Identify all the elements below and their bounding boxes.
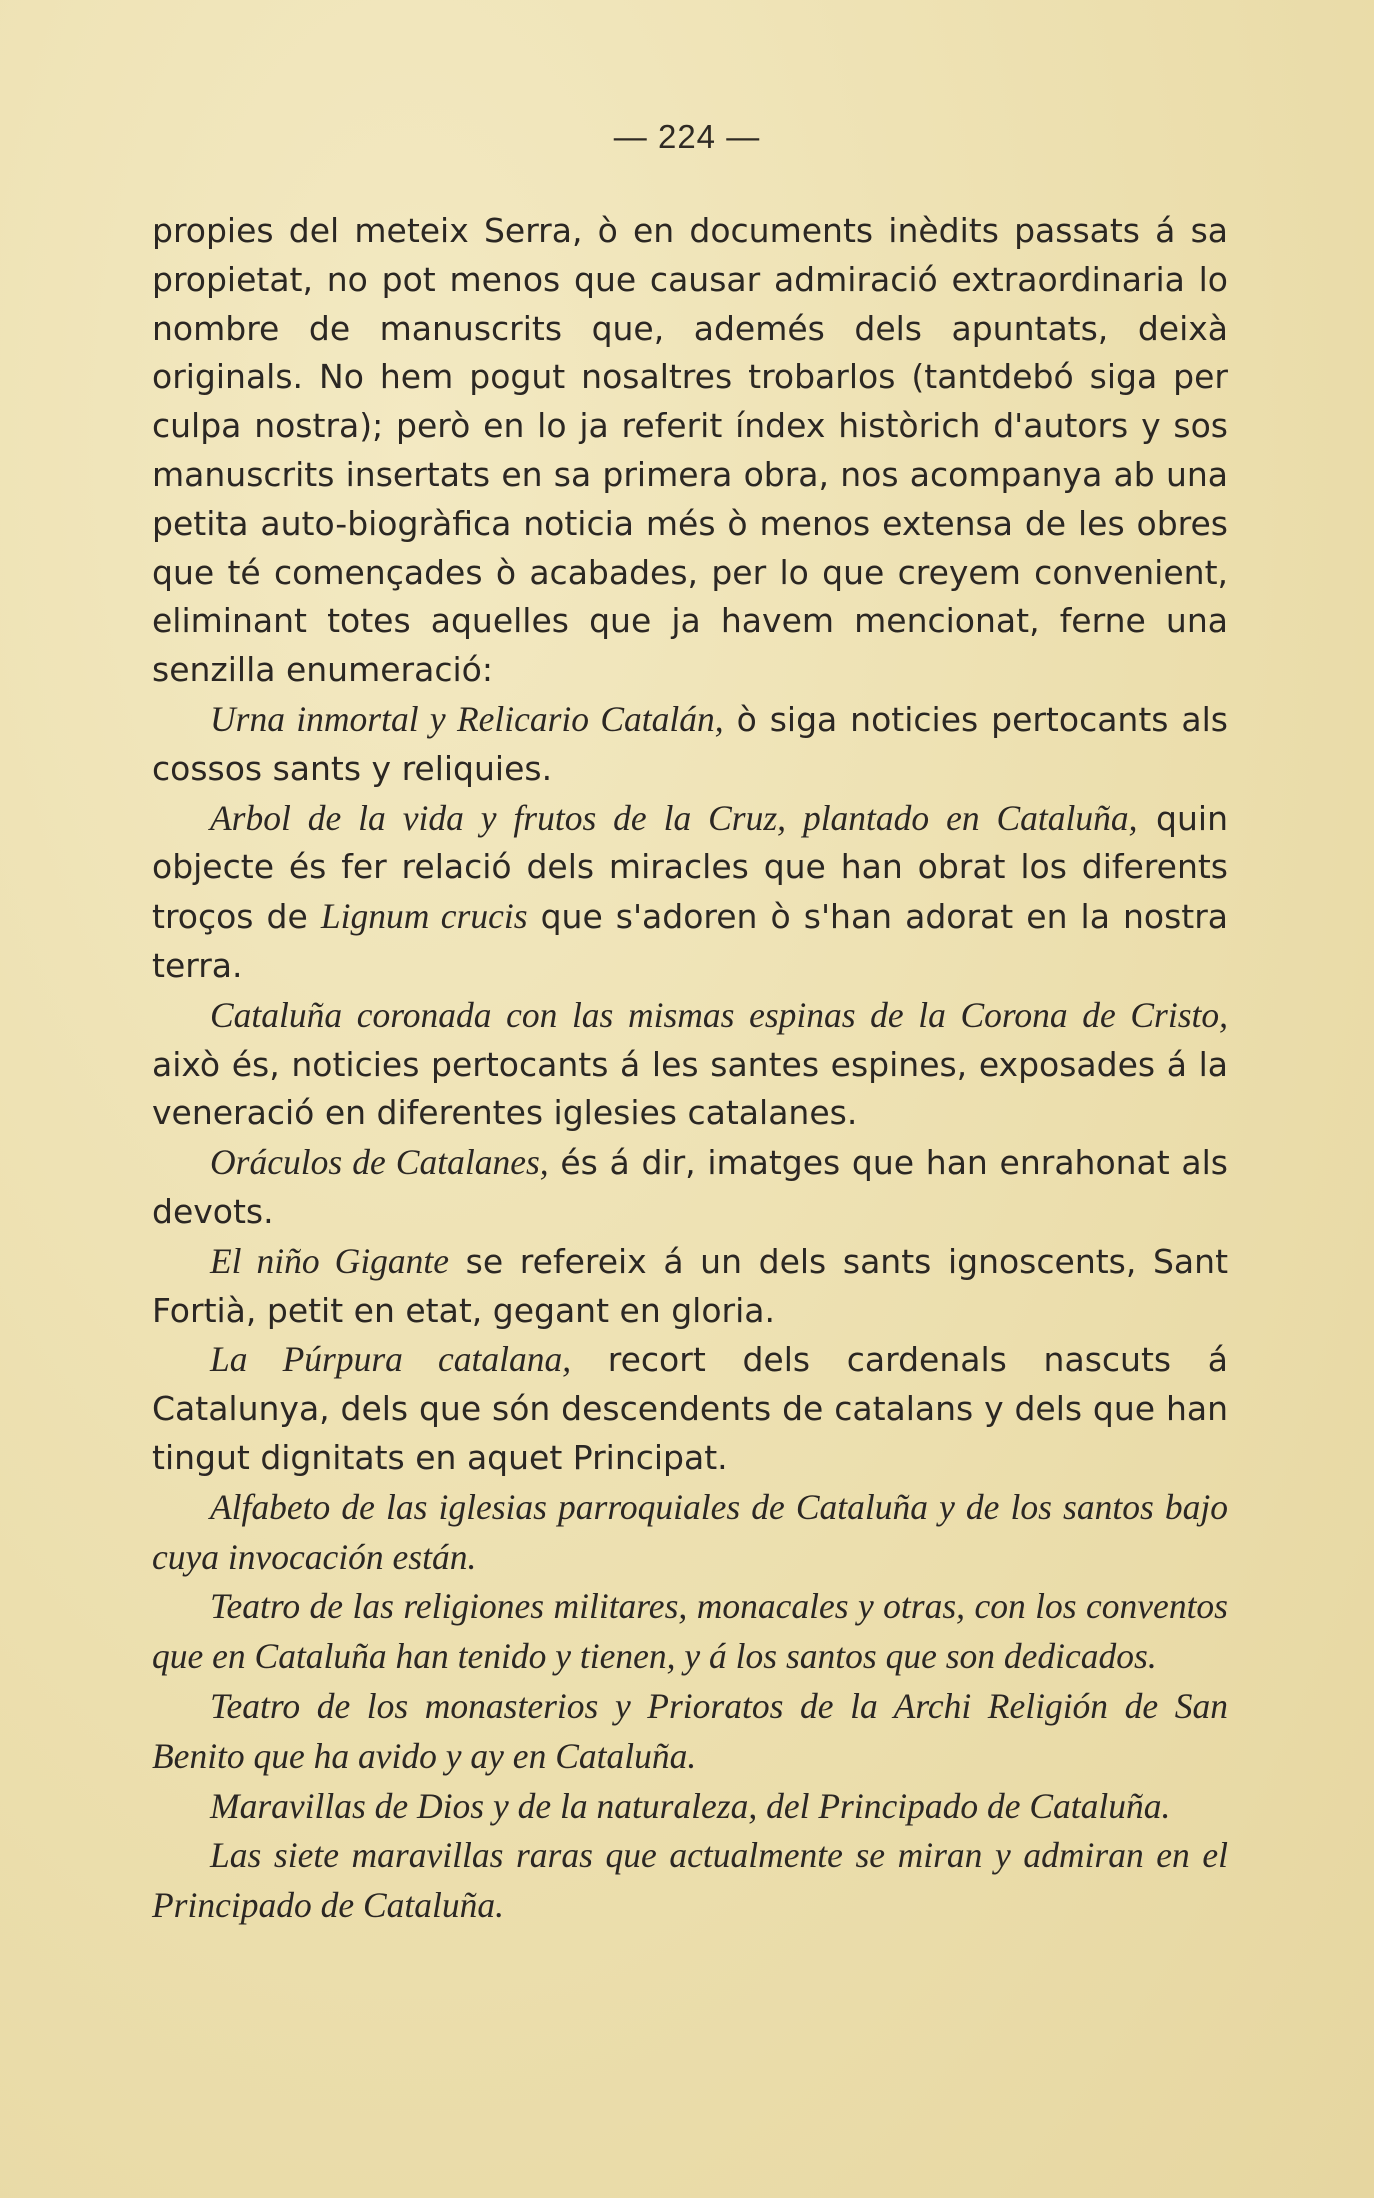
- work-title: Teatro de las religiones militares, monacales y otras, con los conventos que en Cataluña han tenido y tienen, y á los santos que son dedicados.: [152, 1586, 1228, 1677]
- work-title: Teatro de los monasterios y Prioratos de la Archi Religión de San Benito que ha avido y ay en Cataluña.: [152, 1685, 1228, 1776]
- text-segment: això és, noticies pertocants á les santes espines, exposades á la veneració en diferentes iglesies catalanes.: [152, 1044, 1228, 1133]
- text-segment: quin objecte és fer relació dels miracles que han obrat los diferents troços de: [152, 798, 1229, 937]
- paragraph-siete: [152, 1831, 1228, 1931]
- work-title: Arbol de la vida y frutos de la Cruz, plantado en Cataluña,: [210, 797, 1138, 838]
- text-segment: recort dels cardenals nascuts á Catalunya, dels que són descendents de catalans y dels que han tingut dignitats en aquet Principat.: [152, 1340, 1228, 1477]
- work-title: Las siete maravillas raras que actualmente se miran y admiran en el Principado de Cataluña.: [152, 1835, 1228, 1926]
- work-title: Alfabeto de las iglesias parroquiales de Cataluña y de los santos bajo cuya invocación están.: [152, 1486, 1228, 1577]
- italic-term: Lignum crucis: [320, 896, 528, 937]
- paragraph-teatro-religiones: [152, 1582, 1228, 1682]
- paragraph-purpura: [152, 1335, 1228, 1482]
- work-title: Maravillas de Dios y de la naturaleza, del Principado de Cataluña.: [210, 1785, 1171, 1826]
- paragraph-maravillas: [152, 1782, 1228, 1832]
- paragraph-intro: [152, 207, 1228, 695]
- paragraph-nino: [152, 1237, 1228, 1336]
- text-segment: propies del meteix Serra, ò en documents inèdits passats á sa propietat, no pot menos que causar admiració extraordinaria lo nombre de manuscrits que, ademés dels apuntats, deixà originals. No hem pogut nosaltres trobarlos (tantdebó siga per culpa nostra); però en lo ja referit índex històrich d'autors y sos manuscrits insertats en sa primera obra, nos acompanya ab una petita auto-biogràfica noticia més ò menos extensa de les obres que té començades ò acabades, per lo que creyem convenient, eliminant totes aquelles que ja havem mencionat, ferne una senzilla enumeració:: [152, 211, 1228, 690]
- paragraph-oraculos: [152, 1138, 1228, 1237]
- work-title: La Púrpura catalana,: [210, 1339, 572, 1380]
- text-segment: és á dir, imatges que han enrahonat als devots.: [152, 1143, 1228, 1231]
- paragraph-teatro-monasterios: [152, 1682, 1228, 1782]
- page-number: — 224 —: [613, 118, 761, 155]
- text-segment: ò siga noticies pertocants als cossos sants y reliquies.: [152, 699, 1228, 788]
- paragraph-urna: [152, 695, 1228, 794]
- paragraph-arbol: [152, 794, 1228, 991]
- work-title: Oráculos de Catalanes,: [210, 1142, 549, 1183]
- text-segment: se refereix á un dels sants ignoscents, Sant Fortià, petit en etat, gegant en gloria.: [152, 1241, 1229, 1330]
- text-segment: que s'adoren ò s'han adorat en la nostra terra.: [152, 897, 1228, 985]
- work-title: El niño Gigante: [210, 1240, 450, 1281]
- work-title: Urna inmortal y Relicario Catalán,: [210, 698, 724, 739]
- paragraph-coronada: [152, 991, 1228, 1138]
- body-text: [152, 207, 1228, 1931]
- paragraph-alfabeto: [152, 1483, 1228, 1583]
- work-title: Cataluña coronada con las mismas espinas de la Corona de Cristo,: [210, 994, 1228, 1035]
